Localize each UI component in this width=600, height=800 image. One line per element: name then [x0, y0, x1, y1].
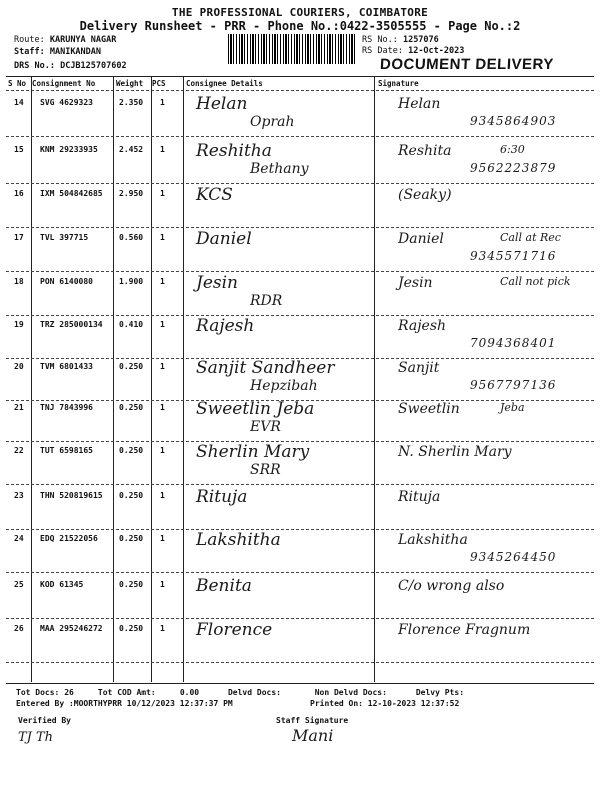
document-delivery-stamp: DOCUMENT DELIVERY — [379, 56, 555, 73]
row-weight: 0.410 — [119, 320, 144, 329]
row-consignee-line2: SRR — [250, 462, 281, 478]
row-note: Call not pick — [500, 275, 571, 288]
verified-by-label: Verified By — [18, 716, 71, 725]
row-sno: 18 — [14, 277, 24, 286]
col-sno: S No — [8, 79, 27, 88]
row-sno: 14 — [14, 98, 24, 107]
row-phone: 9345864903 — [470, 114, 557, 128]
row-sno: 20 — [14, 362, 24, 371]
row-weight: 2.950 — [119, 189, 144, 198]
col-consignment: Consignment No — [32, 79, 96, 88]
barcode — [228, 34, 356, 64]
staff-value: MANIKANDAN — [49, 47, 102, 57]
row-weight: 0.250 — [119, 624, 144, 633]
row-sno: 24 — [14, 534, 24, 543]
entered-by: Entered By :MOORTHYPRR 10/12/2023 12:37:37 PM — [16, 699, 233, 708]
row-consignee-name: Sanjit Sandheer — [196, 358, 335, 378]
totals-line: Tot Docs: 26 Tot COD Amt: 0.00 Delvd Docs: Non Delvd Docs: Delvy Pts: — [16, 688, 465, 697]
row-weight: 0.250 — [119, 362, 144, 371]
row-sno: 15 — [14, 145, 24, 154]
non-delvd-docs-label: Non Delvd Docs: — [314, 688, 387, 697]
drs-value: DCJB125707602 — [60, 61, 127, 71]
row-separator — [6, 529, 594, 530]
table-bottom-rule — [6, 683, 594, 684]
row-weight: 1.900 — [119, 277, 144, 286]
row-pcs: 1 — [160, 491, 165, 500]
row-pcs: 1 — [160, 403, 165, 412]
row-pcs: 1 — [160, 189, 165, 198]
row-note: 6:30 — [500, 143, 525, 156]
row-sno: 25 — [14, 580, 24, 589]
row-pcs: 1 — [160, 362, 165, 371]
printed-on: Printed On: 12-10-2023 12:37:52 — [310, 699, 460, 708]
row-signature: Sweetlin — [398, 401, 460, 417]
row-pcs: 1 — [160, 624, 165, 633]
tot-cod-value: 0.00 — [179, 688, 200, 697]
row-consignment-no: TVL 397715 — [40, 233, 89, 242]
row-pcs: 1 — [160, 320, 165, 329]
row-consignee-line2: EVR — [250, 419, 281, 435]
row-signature: (Seaky) — [398, 187, 452, 203]
tot-docs-value: 26 — [64, 688, 74, 697]
row-consignee-name: Helan — [196, 94, 248, 114]
row-weight: 2.350 — [119, 98, 144, 107]
row-phone: 9562223879 — [470, 161, 557, 175]
row-signature: Rituja — [398, 489, 441, 505]
row-separator — [6, 572, 594, 573]
row-sno: 19 — [14, 320, 24, 329]
row-separator — [6, 618, 594, 619]
row-pcs: 1 — [160, 534, 165, 543]
row-signature: Lakshitha — [398, 532, 468, 548]
row-separator — [6, 315, 594, 316]
staff-line: Staff: MANIKANDAN — [14, 47, 102, 57]
row-consignment-no: PON 6140080 — [40, 277, 93, 286]
row-pcs: 1 — [160, 580, 165, 589]
row-phone: 7094368401 — [470, 336, 557, 350]
col-divider — [374, 76, 375, 682]
row-separator — [6, 271, 594, 272]
row-weight: 0.250 — [119, 580, 144, 589]
route-line: Route: KARUNYA NAGAR — [14, 35, 117, 45]
row-pcs: 1 — [160, 446, 165, 455]
row-weight: 0.250 — [119, 403, 144, 412]
row-consignment-no: KOD 61345 — [40, 580, 84, 589]
row-sno: 22 — [14, 446, 24, 455]
row-consignee-line2: Oprah — [250, 114, 295, 130]
row-separator — [6, 662, 594, 663]
row-pcs: 1 — [160, 277, 165, 286]
row-consignment-no: SVG 4629323 — [40, 98, 93, 107]
row-sno: 23 — [14, 491, 24, 500]
row-phone: 9345571716 — [470, 249, 557, 263]
col-divider — [151, 76, 152, 682]
rs-date-value: 12-Oct-2023 — [408, 46, 465, 56]
row-consignee-line2: Bethany — [250, 161, 309, 177]
row-weight: 0.250 — [119, 446, 144, 455]
row-consignee-name: Florence — [196, 620, 273, 640]
row-consignee-name: Jesin — [196, 273, 238, 293]
row-consignment-no: MAA 295246272 — [40, 624, 103, 633]
row-sno: 17 — [14, 233, 24, 242]
row-signature: Daniel — [398, 231, 444, 247]
staff-initials: Mani — [292, 726, 334, 745]
row-pcs: 1 — [160, 98, 165, 107]
row-pcs: 1 — [160, 145, 165, 154]
delvy-pts-label: Delvy Pts: — [415, 688, 465, 697]
row-signature: Helan — [398, 96, 441, 112]
route-value: KARUNYA NAGAR — [49, 35, 117, 45]
row-consignee-name: Reshitha — [196, 141, 272, 161]
row-phone: 9567797136 — [470, 378, 557, 392]
row-note: Jeba — [500, 401, 525, 414]
col-divider — [31, 76, 32, 682]
col-signature: Signature — [378, 79, 419, 88]
row-signature: Reshita — [398, 143, 452, 159]
col-divider — [183, 76, 184, 682]
row-consignment-no: TRZ 285000134 — [40, 320, 103, 329]
row-consignment-no: EDQ 21522056 — [40, 534, 98, 543]
runsheet-subtitle: Delivery Runsheet - PRR - Phone No.:0422-3505555 - Page No.:2 — [79, 19, 521, 33]
row-consignee-name: KCS — [196, 185, 233, 205]
row-signature: Jesin — [398, 275, 433, 291]
row-signature: N. Sherlin Mary — [398, 444, 512, 460]
row-signature: C/o wrong also — [398, 578, 505, 594]
row-consignment-no: TVM 6801433 — [40, 362, 93, 371]
col-pcs: PCS — [152, 79, 166, 88]
row-sno: 21 — [14, 403, 24, 412]
row-consignment-no: THN 520819615 — [40, 491, 103, 500]
col-divider — [113, 76, 114, 682]
row-consignment-no: IXM 504842685 — [40, 189, 103, 198]
row-consignment-no: TNJ 7843996 — [40, 403, 93, 412]
row-consignee-name: Lakshitha — [196, 530, 281, 550]
row-consignee-name: Sweetlin Jeba — [196, 399, 315, 419]
rs-no-value: 1257076 — [402, 35, 439, 45]
col-weight: Weight — [116, 79, 144, 88]
company-title: THE PROFESSIONAL COURIERS, COIMBATORE — [171, 6, 429, 19]
row-separator — [6, 136, 594, 137]
row-note: Call at Rec — [500, 231, 561, 244]
row-weight: 2.452 — [119, 145, 144, 154]
row-sno: 16 — [14, 189, 24, 198]
row-consignee-name: Benita — [196, 576, 252, 596]
delvd-docs-label: Delvd Docs: — [227, 688, 281, 697]
row-consignee-line2: RDR — [250, 293, 283, 309]
staff-signature-label: Staff Signature — [276, 716, 349, 725]
row-weight: 0.250 — [119, 491, 144, 500]
row-consignment-no: KNM 29233935 — [40, 145, 98, 154]
row-phone: 9345264450 — [470, 550, 557, 564]
header-rule — [6, 90, 594, 91]
row-signature: Rajesh — [398, 318, 447, 334]
row-signature: Florence Fragnum — [398, 622, 531, 638]
row-pcs: 1 — [160, 233, 165, 242]
row-consignee-line2: Hepzibah — [250, 378, 318, 394]
row-separator — [6, 227, 594, 228]
col-consignee: Consignee Details — [186, 79, 263, 88]
rs-no-line: RS No.: 1257076 — [362, 35, 439, 45]
rs-date-line: RS Date: 12-Oct-2023 — [362, 46, 465, 56]
verifier-initials: TJ Th — [18, 730, 54, 745]
drs-line: DRS No.: DCJB125707602 — [14, 61, 127, 71]
row-signature: Sanjit — [398, 360, 440, 376]
row-separator — [6, 484, 594, 485]
row-consignment-no: TUT 6598165 — [40, 446, 93, 455]
row-separator — [6, 183, 594, 184]
row-weight: 0.560 — [119, 233, 144, 242]
row-sno: 26 — [14, 624, 24, 633]
row-consignee-name: Sherlin Mary — [196, 442, 310, 462]
row-consignee-name: Rituja — [196, 487, 248, 507]
row-weight: 0.250 — [119, 534, 144, 543]
row-consignee-name: Daniel — [196, 229, 252, 249]
row-consignee-name: Rajesh — [196, 316, 255, 336]
